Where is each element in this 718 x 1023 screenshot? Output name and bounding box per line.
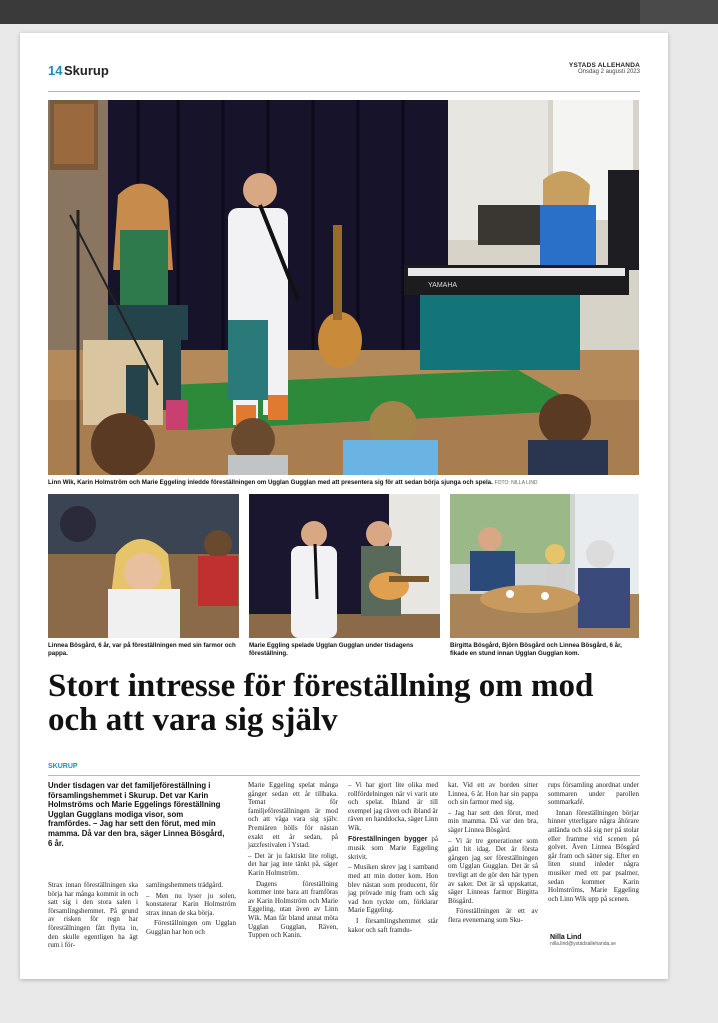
- caption-left: Linnea Bösgård, 6 år, var på föreställningen med sin farmor och pappa.: [48, 642, 236, 657]
- body-column-6: [548, 781, 639, 905]
- body-paragraph: – Det är ju faktiskt lite roligt, det har jag inte tänkt på, säger Karin Holmström.: [248, 851, 338, 877]
- byline-name: Nilla Lind: [550, 934, 582, 941]
- body-column-4: [348, 781, 438, 936]
- kicker-rule: [48, 775, 640, 776]
- body-paragraph: Föreställningen är ett av flera evenemang som Sku-: [448, 907, 538, 924]
- main-photo: [48, 100, 639, 475]
- article-lead: Under tisdagen var det familjeföreställning i församlingshemmet i Skurup. Det var Karin Holmströms och Marie Eggelings föreställning Ugglan Gugglans modiga visor, som framfördes. – Jag har sett den förut, med min mamma. Då var den bra, säger Linnea Bösgård, 6 år.: [48, 781, 225, 848]
- body-paragraph: – Vi har gjort lite olika med rollfördelningen när vi varit ute och spelat. Ibland är till exempel jag räven och ibland är räven en handdocka, säger Linn Wik.: [348, 781, 438, 832]
- page-number: 14: [48, 63, 63, 78]
- photo-marie-illustration: [249, 494, 440, 638]
- body-column-2: [146, 881, 236, 939]
- photo-bosgard-family: [450, 494, 639, 638]
- body-paragraph: Föreställningen om Ugglan Gugglan har hon och: [146, 919, 236, 936]
- paper-masthead: [569, 62, 640, 75]
- main-photo-caption: [48, 479, 639, 487]
- body-paragraph: Strax innan föreställningen ska börja har många kommit in och satt sig i den stora salen i församlingshemmet. På grund av risken för regn har föreställningen fått flytta in, den skulle egentligen ha ägt rum i för-: [48, 881, 138, 950]
- body-paragraph: Marie Eggeling spelat många gånger sedan ett år tillbaka. Temat för familjeföreställningen är mod och att våga vara sig själv. Premiären hölls för nästan exakt ett år sedan, på jazzfestivalen i Ystad.: [248, 781, 338, 850]
- paper-name: YSTADS ALLEHANDA: [568, 62, 640, 69]
- body-paragraph: – Vi är tre generationer som gått hit idag. Det är första gången jag ser föreställningen om Ugglan Gugglan. Det är så trevligt att de gör den här typen av saker. Det är så uppskattat, säger Linneas farmor Birgitta Bösgård.: [448, 836, 538, 905]
- caption-middle: Marie Eggling spelade Ugglan Gugglan under tisdagens föreställning.: [249, 642, 414, 657]
- article-kicker: SKURUP: [48, 763, 78, 770]
- body-paragraph: [348, 835, 438, 862]
- body-paragraph: – Men nu lyser ju solen, konstaterar Karin Holmström strax innan de ska börja.: [146, 891, 236, 917]
- body-column-1: [48, 881, 138, 952]
- keyboard-brand: YAMAHA: [428, 282, 458, 289]
- newspaper-page: [20, 33, 668, 979]
- issue-date: Onsdag 2 augusti 2023: [577, 69, 640, 75]
- header-rule: [48, 91, 640, 92]
- body-paragraph: Innan föreställningen börjar hinner ytterligare några åhörare anlända och slå sig ner på stolar eller framme vid scenen på golvet. Även Linnea Bösgård går fram och sätter sig. Efter en liten stund inleder några musiker med ett par psalmer, sedan kommer Karin Holmströms, Marie Eggeling och Linn Wik upp på scenen.: [548, 808, 639, 903]
- byline: [550, 934, 616, 947]
- body-paragraph: kat. Vid ett av borden sitter Linnea, 6 år. Hon har sin pappa och sin farmor med sig.: [448, 781, 538, 807]
- body-paragraph: samlingshemmets trädgård.: [146, 881, 223, 889]
- body-column-5: [448, 781, 538, 927]
- main-photo-credit: FOTO: NILLA LIND: [494, 480, 538, 486]
- body-column-3: [248, 781, 338, 942]
- caption-right: Birgitta Bösgård, Björn Bösgård och Linnea Bösgård, 6 år, fikade en stund innan Ugglan Gugglan kom.: [450, 642, 622, 657]
- article-headline: Stort intresse för föreställning om mod och att vara sig själv: [48, 668, 594, 738]
- body-paragraph: I församlingshemmet står kakor och saft framdu-: [348, 916, 438, 934]
- body-paragraph: – Jag har sett den förut, med min mamma. Då var den bra, säger Linnea Bösgård.: [448, 808, 538, 834]
- subhead: Föreställningen bygger: [348, 835, 428, 843]
- stage-scene-illustration: [48, 100, 639, 475]
- browser-tab[interactable]: [640, 0, 718, 24]
- photo-marie: [249, 494, 440, 638]
- body-paragraph: Dagens föreställning kommer inte bara att framföras av Karin Holmström och Marie Eggeling, utan även av Linn Wik. Man får bland annat möta Ugglan Gugglan, Räven, Tuppen och Kanin.: [248, 879, 338, 940]
- photo-linnea: [48, 494, 239, 638]
- body-paragraph: – Musiken skrev jag i samband med att min dotter kom. Hon blev nästan som producent, för jag prövade mig fram och såg vad hon tyckte om, förklarar Marie Eggeling.: [348, 863, 438, 915]
- body-paragraph: rups församling anordnat under sommaren under parollen sommarkafé.: [548, 781, 639, 807]
- photo-bosgard-illustration: [450, 494, 639, 638]
- photo-linnea-illustration: [48, 494, 239, 638]
- main-caption-text: Linn Wik, Karin Holmström och Marie Eggeling inledde föreställningen om Ugglan Gugglan med att presentera sig för att sedan börja sjunga och spela.: [48, 479, 493, 486]
- browser-top-bar: [0, 0, 718, 24]
- byline-email[interactable]: nilla.lind@ystadsallehanda.se: [550, 941, 616, 947]
- body-text: på musik som Marie Eggeling skrivit.: [348, 834, 439, 861]
- section-title: Skurup: [64, 63, 109, 78]
